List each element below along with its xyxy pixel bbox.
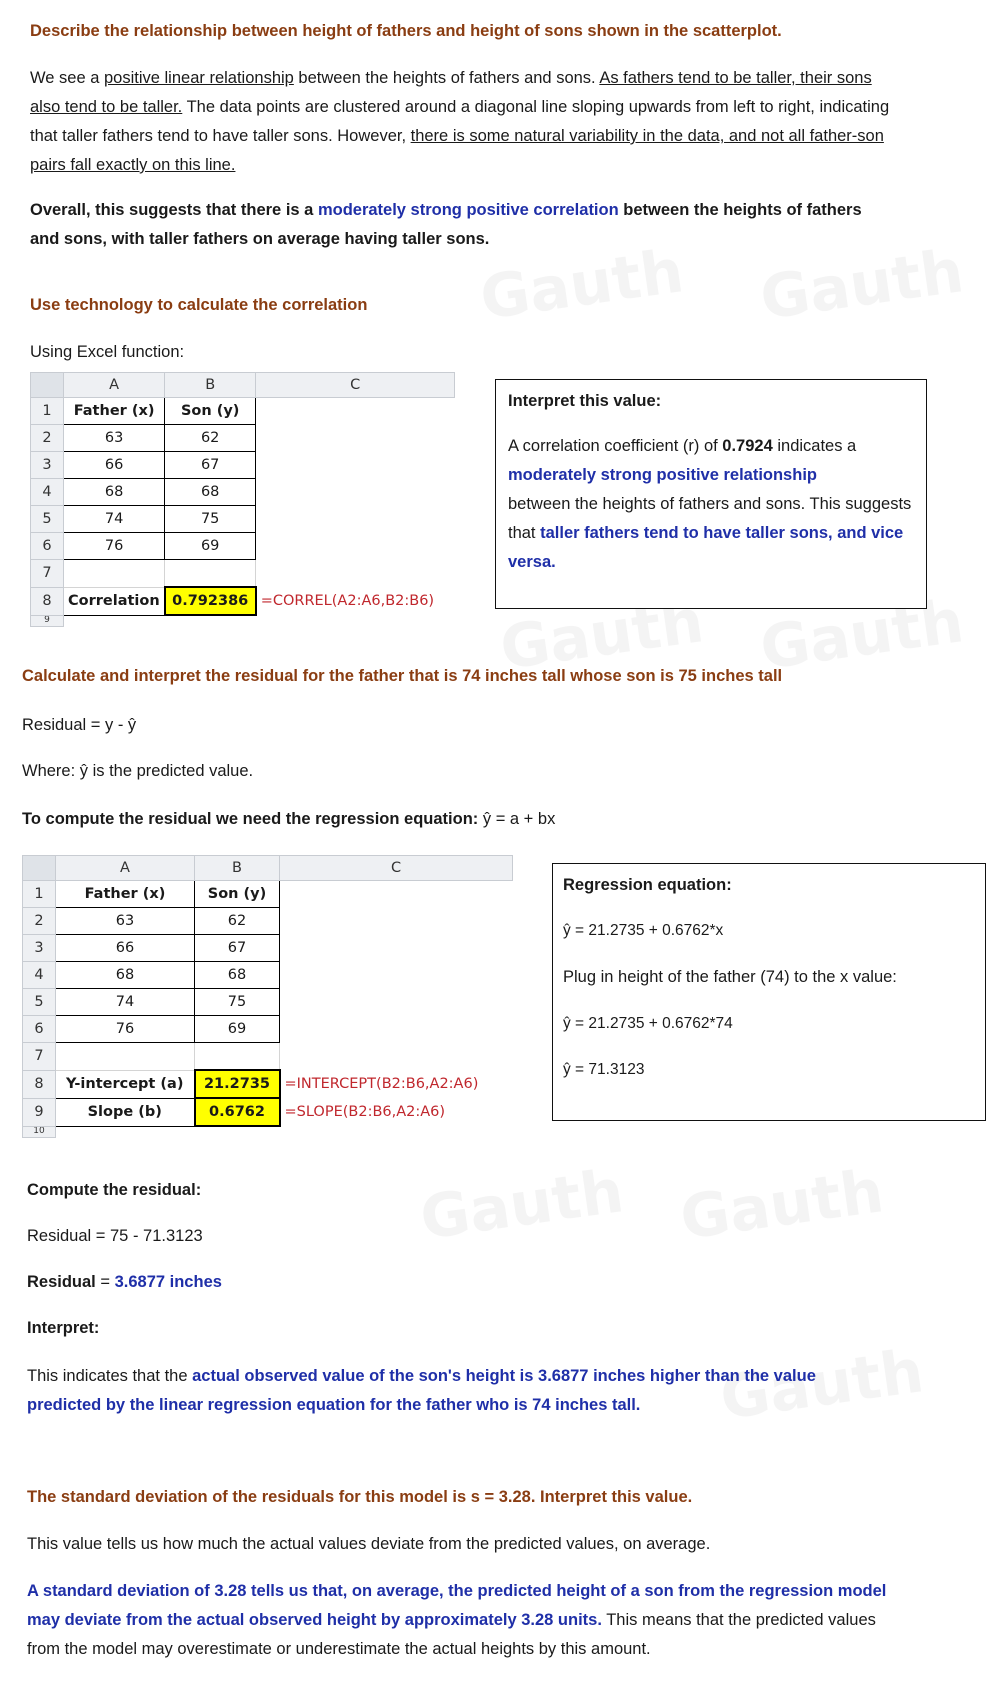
table-cell: 68: [195, 962, 280, 989]
section3-heading: Calculate and interpret the residual for the father that is 74 inches tall whose son is 75 inches tall: [22, 667, 783, 685]
row-header: 7: [23, 1043, 56, 1071]
row-header: 4: [31, 479, 64, 506]
table-cell: [165, 560, 256, 588]
row-header: 9: [31, 615, 64, 626]
interpret-heading: Interpret:: [27, 1319, 100, 1337]
section4-paragraph: This value tells us how much the actual values deviate from the predicted values, on average.: [27, 1535, 711, 1553]
row-header: 10: [23, 1126, 56, 1137]
table-cell: [280, 908, 513, 935]
interpretation-box: [495, 379, 927, 609]
section1-paragraph: [30, 64, 900, 180]
table-cell: 74: [64, 506, 165, 533]
row-header: 4: [23, 962, 56, 989]
residual-result: [27, 1268, 222, 1297]
text-run: To compute the residual we need the regression equation:: [22, 810, 479, 828]
underlined-text: As fathers tend to be taller, their sons also tend to be taller.: [30, 69, 872, 116]
text-run: between the heights of fathers and sons.: [293, 69, 600, 87]
table-cell: 69: [195, 1016, 280, 1043]
table-cell: [256, 479, 455, 506]
row-header: 6: [31, 533, 64, 560]
box-title: Regression equation:: [563, 876, 732, 894]
table-cell: 74: [56, 989, 195, 1016]
row-header: 8: [31, 587, 64, 615]
equation-text: ŷ = a + bx: [478, 810, 556, 828]
table-cell: [64, 615, 165, 626]
table-cell: [256, 615, 455, 626]
correlation-label: Correlation: [64, 587, 165, 615]
table-cell: 66: [56, 935, 195, 962]
compute-heading: Compute the residual:: [27, 1181, 202, 1199]
row-header: 2: [31, 425, 64, 452]
text-run: A correlation coefficient (r) of: [508, 437, 723, 455]
intercept-label: Y-intercept (a): [56, 1070, 195, 1098]
table-cell: [280, 1016, 513, 1043]
column-header: C: [280, 856, 513, 881]
row-header: 8: [23, 1070, 56, 1098]
column-header: C: [256, 373, 455, 398]
highlighted-text: actual observed value of the son's height is 3.6877 inches higher than the value predicted by the linear regression equation for the father who is 74 inches tall.: [27, 1367, 816, 1414]
intercept-formula: =INTERCEPT(B2:B6,A2:A6): [284, 1076, 479, 1092]
table-cell: 67: [195, 935, 280, 962]
text-run: This means that the predicted values from the model may overestimate or underestimate the actual heights by this amount.: [27, 1611, 876, 1658]
highlighted-text: A standard deviation of 3.28 tells us that, on average, the predicted height of a son from the regression model may deviate from the actual observed height by approximately 3.28 units.: [27, 1582, 887, 1629]
text-run: =: [95, 1273, 115, 1291]
table-cell: [195, 1126, 280, 1137]
sheet-corner: [23, 856, 56, 881]
text-run: This indicates that the: [27, 1367, 193, 1385]
slope-label: Slope (b): [56, 1098, 195, 1126]
table-cell: [165, 615, 256, 626]
table-cell: Father (x): [56, 881, 195, 908]
highlighted-text: moderately strong positive relationship: [508, 466, 817, 484]
table-cell: 67: [165, 452, 256, 479]
table-cell: 75: [195, 989, 280, 1016]
intercept-value: 21.2735: [195, 1070, 280, 1098]
row-header: 1: [31, 398, 64, 425]
correlation-formula: =CORREL(A2:A6,B2:B6): [260, 593, 435, 609]
table-cell: 62: [195, 908, 280, 935]
table-cell: [280, 1043, 513, 1071]
sheet-corner: [31, 373, 64, 398]
table-cell: 68: [64, 479, 165, 506]
row-header: 5: [31, 506, 64, 533]
regression-spreadsheet: [22, 855, 513, 1138]
column-header: A: [64, 373, 165, 398]
table-cell: [280, 989, 513, 1016]
text-run: We see a: [30, 69, 104, 87]
predicted-value: ŷ = 71.3123: [563, 1061, 645, 1078]
box-text: [508, 432, 918, 577]
residual-definition: Where: ŷ is the predicted value.: [22, 762, 254, 780]
table-cell: Son (y): [165, 398, 256, 425]
slope-formula: =SLOPE(B2:B6,A2:A6): [284, 1104, 446, 1120]
slope-value: 0.6762: [195, 1098, 280, 1126]
section2-heading: Use technology to calculate the correlation: [30, 296, 368, 314]
text-run: Residual: [27, 1273, 96, 1291]
watermark: [676, 1156, 888, 1254]
residual-calculation: Residual = 75 - 71.3123: [27, 1227, 203, 1245]
column-header: B: [165, 373, 256, 398]
table-cell: 63: [56, 908, 195, 935]
table-cell: Son (y): [195, 881, 280, 908]
regression-equation: ŷ = 21.2735 + 0.6762*x: [563, 922, 724, 939]
table-cell: Father (x): [64, 398, 165, 425]
regression-intro: [22, 805, 555, 834]
row-header: 5: [23, 989, 56, 1016]
highlighted-text: moderately strong positive correlation: [317, 201, 619, 219]
section4-heading: The standard deviation of the residuals for this model is s = 3.28. Interpret this value.: [27, 1488, 693, 1506]
section4-interpretation: [27, 1577, 907, 1664]
row-header: 3: [31, 452, 64, 479]
table-cell: [256, 452, 455, 479]
column-header: A: [56, 856, 195, 881]
table-cell: [56, 1126, 195, 1137]
table-cell: [56, 1043, 195, 1071]
text-run: between the heights of fathers and sons, with taller fathers on average having taller sons.: [30, 201, 862, 248]
row-header: 7: [31, 560, 64, 588]
table-cell: 75: [165, 506, 256, 533]
row-header: 6: [23, 1016, 56, 1043]
table-cell: 69: [165, 533, 256, 560]
text-run: The data points are clustered around a diagonal line sloping upwards from left to right, indicating that taller fathers tend to have taller sons. However,: [30, 98, 890, 145]
section1-heading: Describe the relationship between height of fathers and height of sons shown in the scatterplot.: [30, 22, 782, 40]
highlighted-text: taller fathers tend to have taller sons, and vice versa.: [508, 524, 904, 571]
plug-in-text: Plug in height of the father (74) to the x value:: [563, 968, 897, 986]
table-cell: [280, 935, 513, 962]
row-header: 9: [23, 1098, 56, 1126]
row-header: 2: [23, 908, 56, 935]
table-cell: 76: [64, 533, 165, 560]
section2-subheading: Using Excel function:: [30, 343, 185, 361]
row-header: 3: [23, 935, 56, 962]
table-cell: 76: [56, 1016, 195, 1043]
table-cell: [280, 881, 513, 908]
text-run: indicates a: [772, 437, 857, 455]
table-cell: [256, 533, 455, 560]
substituted-equation: ŷ = 21.2735 + 0.6762*74: [563, 1015, 733, 1032]
table-cell: [256, 425, 455, 452]
table-cell: [195, 1043, 280, 1071]
underlined-text: positive linear relationship: [103, 69, 294, 87]
table-cell: 62: [165, 425, 256, 452]
text-run: Overall, this suggests that there is a: [30, 201, 318, 219]
correlation-spreadsheet: [30, 372, 455, 627]
residual-interpretation: [27, 1362, 887, 1420]
table-cell: [256, 560, 455, 588]
table-cell: 63: [64, 425, 165, 452]
residual-value: 3.6877 inches: [114, 1273, 222, 1291]
table-cell: [280, 1126, 513, 1137]
row-header: 1: [23, 881, 56, 908]
section1-summary: [30, 196, 880, 254]
table-cell: 66: [64, 452, 165, 479]
box-title: Interpret this value:: [508, 392, 662, 410]
correlation-value: 0.792386: [165, 587, 256, 615]
column-header: B: [195, 856, 280, 881]
underlined-text: there is some natural variability in the data, and not all father-son pairs fall exactly on this line.: [30, 127, 884, 174]
table-cell: [256, 506, 455, 533]
table-cell: 68: [56, 962, 195, 989]
table-cell: [256, 398, 455, 425]
regression-box: [552, 863, 986, 1121]
table-cell: [280, 962, 513, 989]
correlation-value-text: 0.7924: [722, 437, 773, 455]
table-cell: [64, 560, 165, 588]
watermark: [416, 1156, 628, 1254]
residual-formula: Residual = y - ŷ: [22, 716, 137, 734]
table-cell: 68: [165, 479, 256, 506]
text-run: between the heights of fathers and sons. This suggests that: [508, 495, 912, 542]
